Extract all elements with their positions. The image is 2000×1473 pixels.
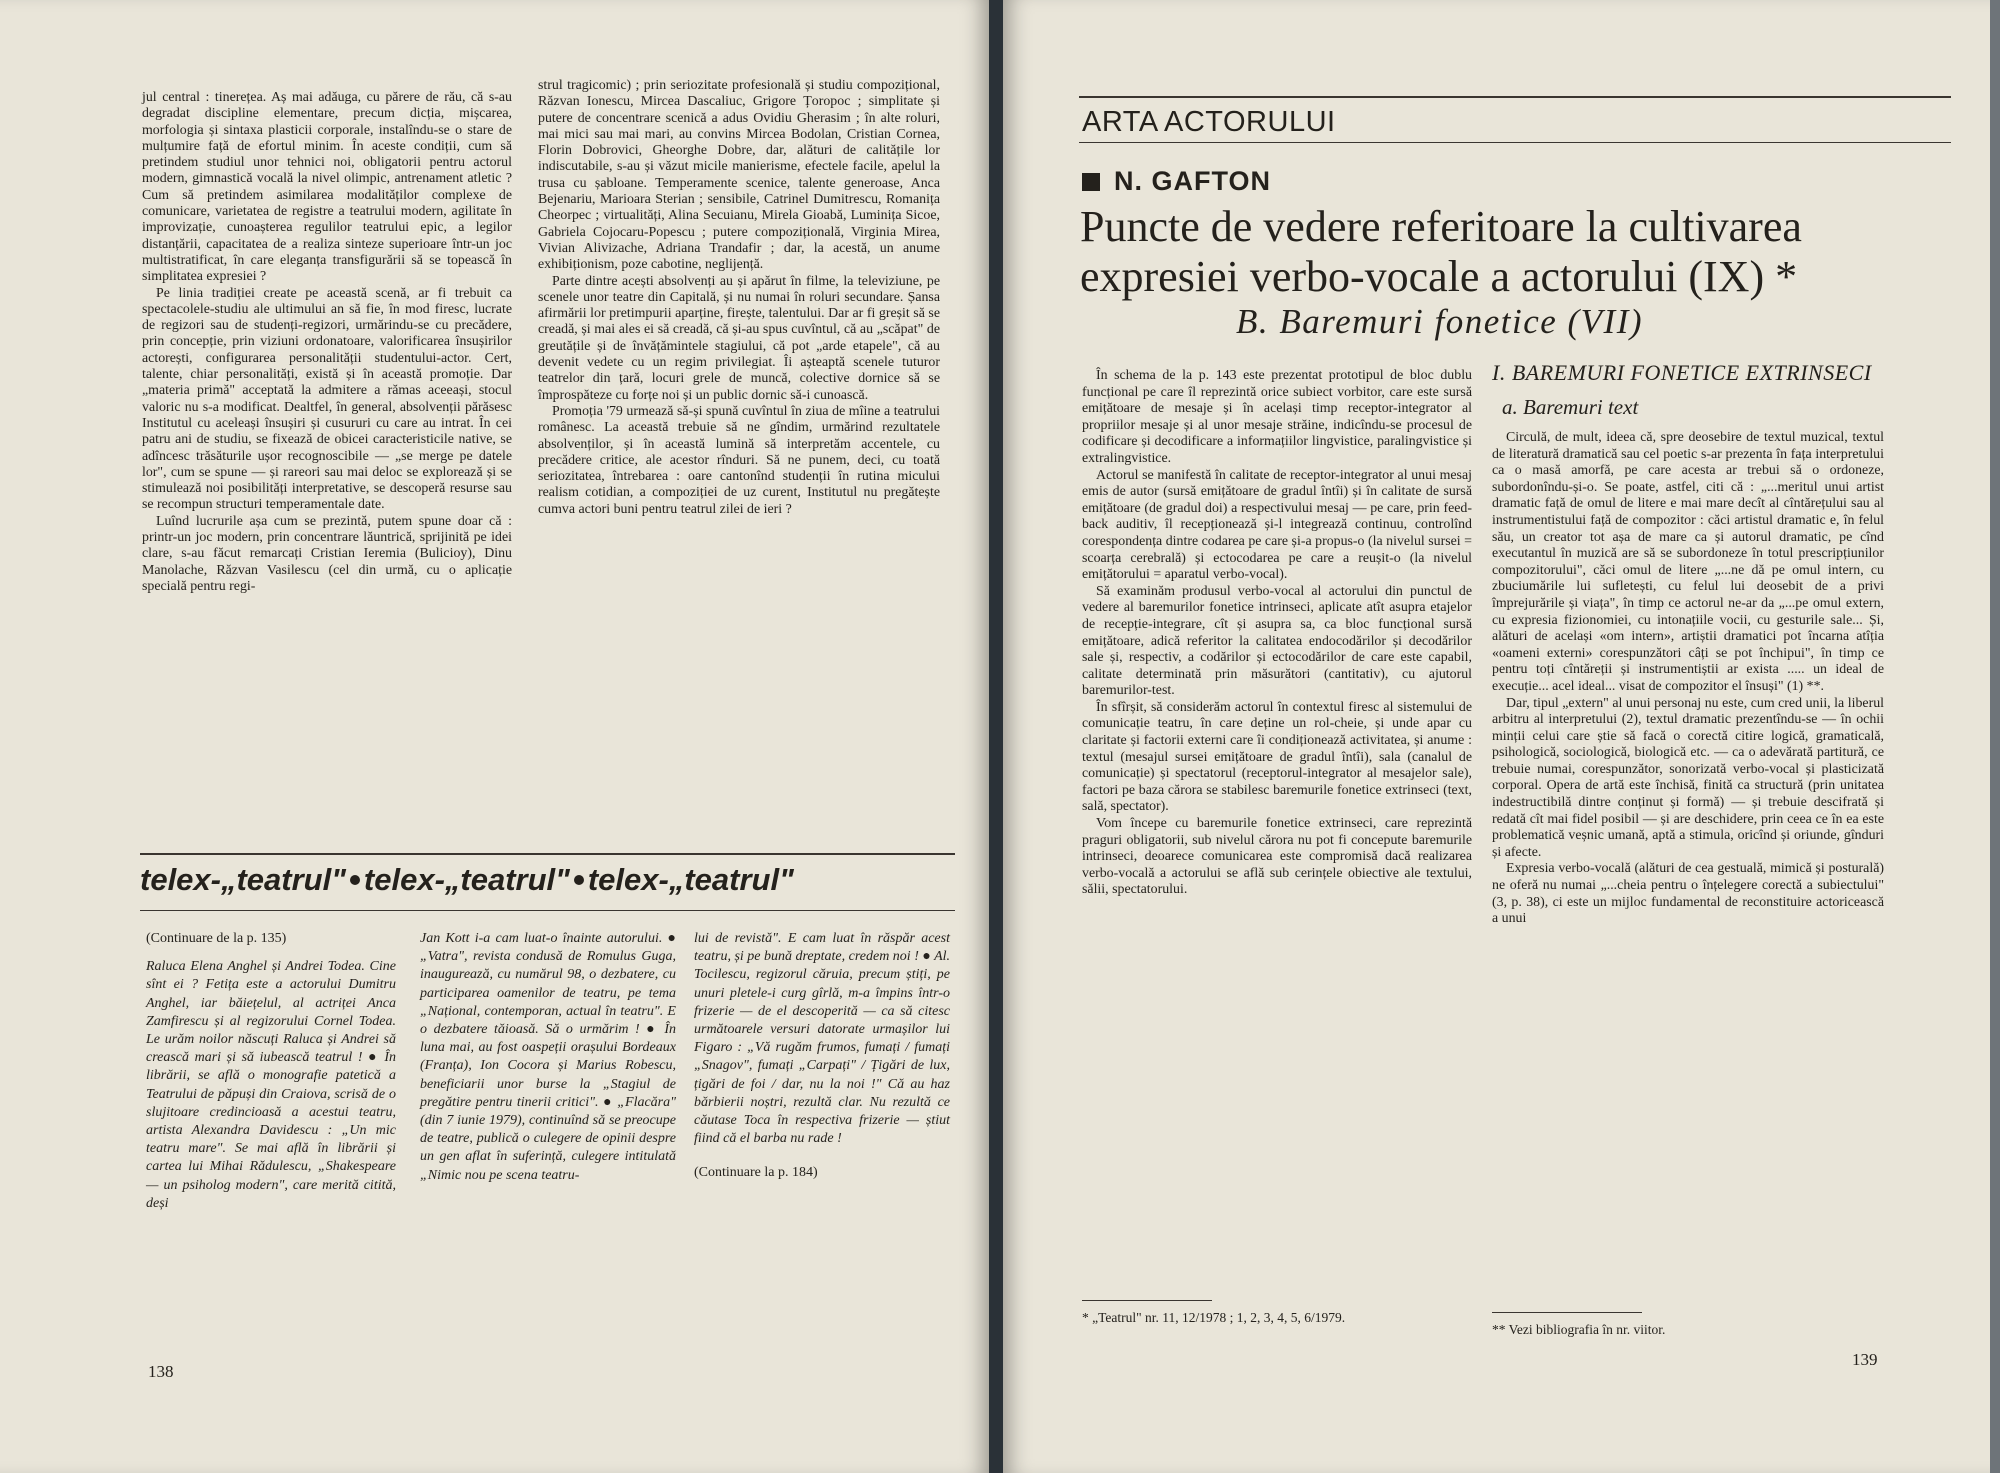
left-page <box>0 0 989 1473</box>
page-edge <box>1990 0 2000 1473</box>
telex-title: telex-„teatrul" <box>140 862 346 897</box>
body-paragraph: Promoția '79 urmează să-și spună cuvîntul în ziua de mîine a teatrului românesc. La această trebuie să ne gîndim, urmărind rezultatele absolvenților, și în această lumină să interpretăm accentele, cu precădere critice, ale acestor rînduri. Să ne punem, deci, cu toată seriozitatea, întrebarea : oare cantonînd studenții în rutina micului realism cotidian, a compoziției de uz curent, Institutul nu pregătește cumva actori buni pentru teatrul zilei de ieri ? <box>538 403 940 517</box>
footnote-text: ** Vezi bibliografia în nr. viitor. <box>1492 1322 1666 1337</box>
telex-text: lui de revistă". E cam luat în răspăr acest teatru, și pe bună dreptate, credem noi ! ● Al. Tocilescu, regizorul căruia, precum știți, pe unuri pletele-i curg gîrlă, m-a împins într-o frizerie — de el descoperită — ca să citesc următoarele versuri datorate urmașilor lui Figaro : „Vă rugăm frumos, fumați / fumați „Snagov", fumați „Carpați" / Țigări de lux, țigări de foi / dar, nu la noi !" Că au haz bărbierii noștri, rezultă clar. Nu rezultă ce căutase Toca în respectiva frizerie — știut fiind că el barba nu rade ! <box>694 931 951 1147</box>
author-name: N. GAFTON <box>1114 166 1271 196</box>
body-paragraph: În sfîrșit, să considerăm actorul în contextul firesc al sistemului de comunicație teatru, în care deține un rol-cheie, și unde apar cu claritate și factorii externi care îi condiționează activitatea, și anume : textul (mesajul sursei emițătoare de gradul întîi), sala (canalul de comunicație) și spectatorul (receptorul-integrator al mesajelor sale), factori pe baza cărora se stabilesc baremurile fonetice extrinseci (text, sală, spectator). <box>1082 699 1472 815</box>
article-title: Puncte de vedere referitoare la cultivarea expresiei verbo-vocale a actorului (IX) * <box>1080 202 1802 301</box>
telex-banner <box>140 862 955 902</box>
book-spine <box>989 0 1003 1473</box>
footnote-left <box>1082 1300 1472 1326</box>
telex-column-1 <box>146 930 396 1213</box>
header-bottom-rule <box>1079 142 1951 143</box>
body-paragraph: Parte dintre acești absolvenți au și apărut în filme, la televiziune, pe scenele unor teatre din Capitală, și nu numai în roluri secundare. Șansa afirmării lor pretimpurii aparține, firește, talentului. Dar ar fi greșit să se creadă, și mai ales ei să creadă, că și-au spus cuvîntul, că au „scăpat" de greutățile și de învățămintele stagiului, că pot „arde etapele", că au devenit vedete cu un regim privilegiat. Îi așteaptă scenele tuturor teatrelor din țară, locuri grele de muncă, colective dornice să se împrospăteze cu forțe noi și un public dornic să-i cunoască. <box>538 273 940 403</box>
body-paragraph: Să examinăm produsul verbo-vocal al actorului din punctul de vedere al baremurilor fonetice intrinseci, aplicate atît asupra etajelor de recepție-integrare, cît și asupra sa, ca bloc funcțional sursă emițătoare, adică referitor la calitatea endocodărilor și decodărilor sale și, respectiv, a codărilor și ectocodărilor de care este capabil, calitate determinată prin măsurători (cantitativ), cu ajutorul baremurilor-test. <box>1082 583 1472 699</box>
article-author <box>1082 166 1271 197</box>
footnote-rule <box>1492 1312 1642 1313</box>
telex-bottom-rule <box>140 910 955 911</box>
body-paragraph: Actorul se manifestă în calitate de receptor-integrator al unui mesaj emis de autor (sursă emițătoare de gradul întîi) și în calitate de sursă emițătoare (de gradul doi) a respectivului mesaj — pe care, prin feed-back auditiv, îl recepționează și-l integrează continuu, controlînd corespondența dintre codarea pe care și-a propus-o (la nivelul sursei = scoarța cerebrală) și ectocodarea pe care a reușit-o (la nivelul emițătorului = aparatul verbo-vocal). <box>1082 467 1472 583</box>
square-bullet-icon <box>1082 173 1100 191</box>
bullet-dot-icon <box>350 875 360 885</box>
body-paragraph: În schema de la p. 143 este prezentat prototipul de bloc dublu funcțional pe care îl reprezintă orice subiect vorbitor, care este sursă emițătoare de mesaje și în același timp receptor-integrator al propriilor mesaje și al unor mesaje străine, indicîndu-se procesul de codificare și decodificare a informațiilor lingvistice, paralingvistice și extralingvistice. <box>1082 368 1472 466</box>
footnote-right <box>1492 1312 1884 1338</box>
telex-title: telex-„teatrul" <box>363 862 570 897</box>
footnote-rule <box>1082 1300 1212 1301</box>
body-paragraph: jul central : tinerețea. Aș mai adăuga, cu părere de rău, că s-au degradat discipline elementare, precum dicția, mișcarea, morfologia și sintaxa plasticii corporale, instalîndu-se o stare de mulțumire față de efortul minim. În aceste condiții, cum să pretindem studiul unor tehnici noi, obligatorii pentru actorul modern, gimnastică vocală la nivel olimpic, antrenament atletic ? Cum să pretindem asimilarea modalităților complexe de comunicare, varietatea de registre a teatrului modern, agilitate în improvizație, cunoașterea regulilor teatrului epic, a legilor distanțării, capacitatea de a realiza sinteze superioare într-un joc multistratificat, în care eleganța transfigurării să se topească în simplitatea expresiei ? <box>142 90 512 285</box>
telex-continued-note: (Continuare de la p. 135) <box>146 931 287 946</box>
footnote-text: * „Teatrul" nr. 11, 12/1978 ; 1, 2, 3, 4, 5, 6/1979. <box>1082 1310 1346 1325</box>
bullet-dot-icon <box>574 875 584 885</box>
header-top-rule <box>1079 96 1951 98</box>
section-heading: I. BAREMURI FONETICE EXTRINSECI <box>1492 360 1872 385</box>
telex-text: Jan Kott i-a cam luat-o înainte autorului. ● „Vatra", revista condusă de Romulus Guga, inaugurează, cu numărul 98, o dezbatere, cu participarea oamenilor de teatru, pe tema „Național, contemporan, actual în teatru". E o dezbatere tăioasă. Să o urmărim ! ● În luna mai, au fost oaspeții orașului Bordeaux (Franța), Ion Cocora și Marius Robescu, beneficiarii unor burse la „Stagiul de pregătire pentru tinerii critici". ● „Flacăra" (din 7 iunie 1979), continuînd să se preocupe de teatre, publică o culegere de opinii despre un gen aflat în suferință, culegere intitulată „Nimic nou pe scena teatru- <box>420 931 676 1183</box>
right-column-2 <box>1492 360 1884 928</box>
telex-column-2 <box>420 930 676 1185</box>
body-paragraph: Dar, tipul „extern" al unui personaj nu este, cum cred unii, la liberul arbitru al interpretului (2), textul dramatic prezentîndu-se — în ochii minții celui care știe să facă o corectă citire logică, gramaticală, psihologică, sociologică, biologică etc. — ca o adevărată partitură, ce trebuie numai, corespunzător, sonorizată verbo-vocal și plasticizată corporal. Opera de artă este închisă, finită ca structură (prin unitatea indestructibilă dintre conținut și formă) — și trebuie descifrată și redată cît mai fidel posibil — și are deschidere, prin ceea ce în ea este problematică veșnic umană, aptă a stimula, oricînd și oriunde, gînduri și afecte. <box>1492 695 1884 860</box>
right-column-1 <box>1082 368 1472 899</box>
body-paragraph: Luînd lucrurile așa cum se prezintă, putem spune doar că : printr-un joc modern, prin concentrare lăuntrică, sprijinită pe idei clare, s-au făcut remarcați Cristian Ieremia (Bulicioy), Dinu Manolache, Răzvan Vasilescu (cel din urmă, cu o aplicație specială pentru regi- <box>142 513 512 594</box>
section-label: ARTA ACTORULUI <box>1082 106 1336 138</box>
article-subtitle: B. Baremuri fonetice (VII) <box>1236 302 1644 341</box>
telex-text: Raluca Elena Anghel și Andrei Todea. Cine sînt ei ? Fetița este a actorului Dumitru Anghel, iar băiețelul, al actriței Anca Zamfirescu și al regizorului Cornel Todea. Le urăm noilor născuți Raluca și Andrei să crească mari și să iubească teatrul ! ● În librării, se află o monografie patetică a Teatrului de păpuși din Craiova, scrisă de o slujitoare credincioasă a acestui teatru, artista Alexandra Davidescu : „Un mic teatru mare". Se mai află în librării și cartea lui Mihai Rădulescu, „Shakespeare — un psiholog modern", care merită citită, deși <box>146 959 396 1211</box>
subsection-heading: a. Baremuri text <box>1502 395 1639 419</box>
left-column-2 <box>538 78 940 518</box>
telex-column-3 <box>694 930 950 1183</box>
body-paragraph: Pe linia tradiției create pe această scenă, ar fi trebuit ca spectacolele-studiu ale ultimului an să fie, în mod firesc, lucrate de regizori sau de studenți-regizori, urmărindu-se cu precădere, prin concepție, prin viziuni ordonatoare, valorificarea însușirilor actorești, configurarea personalității studentului-actor. Cert, talente, chiar personalități, există și în această promoție. Dar „materia primă" acceptată la admitere a rămas aceeași, stocul valoric nu s-a modificat. Dealtfel, în general, absolvenții părăsesc Institutul cu aceleași însușiri și cusururi cu care au intrat. În cei patru ani de studiu, se fixează de obicei caracteristicile native, se adîncesc trăsăturile ușor recognoscibile — „se merge pe datele lor", cum se spune — și rareori sau mai deloc se explorează și se stimulează noi posibilități interpretative, se descoperă resurse sau se recompun structuri temperamentale date. <box>142 285 512 513</box>
body-paragraph: strul tragicomic) ; prin seriozitate profesională și studiu compozițional, Răzvan Ionescu, Mircea Dascaliuc, Grigore Țoropoc ; simplitate și putere de concentrare scenică a adus Ovidiu Gherasim ; în alte roluri, mai mici sau mai mari, au convins Mircea Bodolan, Cristian Cornea, Florin Dobrovici, Gheorghe Dobre, dar, alături de calitățile lor indiscutabile, s-au și văzut micile manierisme, efectele facile, apelul la trusa cu șabloane. Temperamente scenice, talente generoase, Anca Bejenariu, Marioara Sterian ; sensibile, Catrinel Dumitrescu, Romanița Cheorpec ; virtualități, Alina Secuianu, Mirela Gioabă, Luminița Sicoe, Gabriela Cojocaru-Popescu ; putere compozițională, Virginia Mirea, Vivian Alivizache, Adriana Trandafir ; dar, la acestă, un anume exhibiționism, poze cabotine, neglijență. <box>538 78 940 273</box>
body-paragraph: Circulă, de mult, ideea că, spre deosebire de textul muzical, textul de literatură dramatică sau cel poetic s-ar prezenta în fața interpretului ca o masă amorfă, pe care acesta ar trebui să o ordoneze, subordonîndu-și-o. Se poate, astfel, citi că : „...meritul unui artist dramatic față de omul de litere e mai mare decît al cîntărețului sau al instrumentistului față de compozitor : căci artistul dramatic e, în felul său, un creator tot așa de mare ca și autorul dramatic, pe cînd executantul în muzică are să se subordoneze în totul prescripțiunilor compozitorului", căci omul de litere „...ne dă pe omul intern, cu zbuciumările lui sufletești, cu felul lui deosebit de a privi împrejurările și viața", în timp ce actorul ne-ar da „...pe omul extern, cu expresia fizionomiei, cu intonațiile vocii, cu gesturile sale... Și, alături de același «om intern», artiștii dramatici pot încarna atîția «oameni externi» corespunzători câți se pot închipui", în timp ce pentru toți cîntăreții și instrumentiștii ar exista ..... un ideal de execuție... acel ideal... visat de compozitor el însuși" (1) **. <box>1492 430 1884 694</box>
telex-top-rule <box>140 853 955 855</box>
telex-continuation-note: (Continuare la p. 184) <box>694 1165 818 1181</box>
telex-title: telex-„teatrul" <box>587 862 794 897</box>
body-paragraph: Vom începe cu baremurile fonetice extrinseci, care reprezintă praguri obligatorii, sub nivelul cărora nu pot fi concepute baremurile intrinseci, deoarece comunicarea este compromisă dacă realizarea verbo-vocală a actorului se află sub cerințele obiective ale textului, sălii, spectatorului. <box>1082 816 1472 898</box>
page-number: 138 <box>148 1362 174 1381</box>
body-paragraph: Expresia verbo-vocală (alături de cea gestuală, mimică și posturală) ne oferă nu numai „...cheia pentru o înțelegere corectă a subiectului" (3, p. 38), ci este un mijloc fundamental de reconstituire actoricească a unui <box>1492 861 1884 927</box>
page-number: 139 <box>1852 1350 1878 1369</box>
left-column-1 <box>142 90 512 595</box>
